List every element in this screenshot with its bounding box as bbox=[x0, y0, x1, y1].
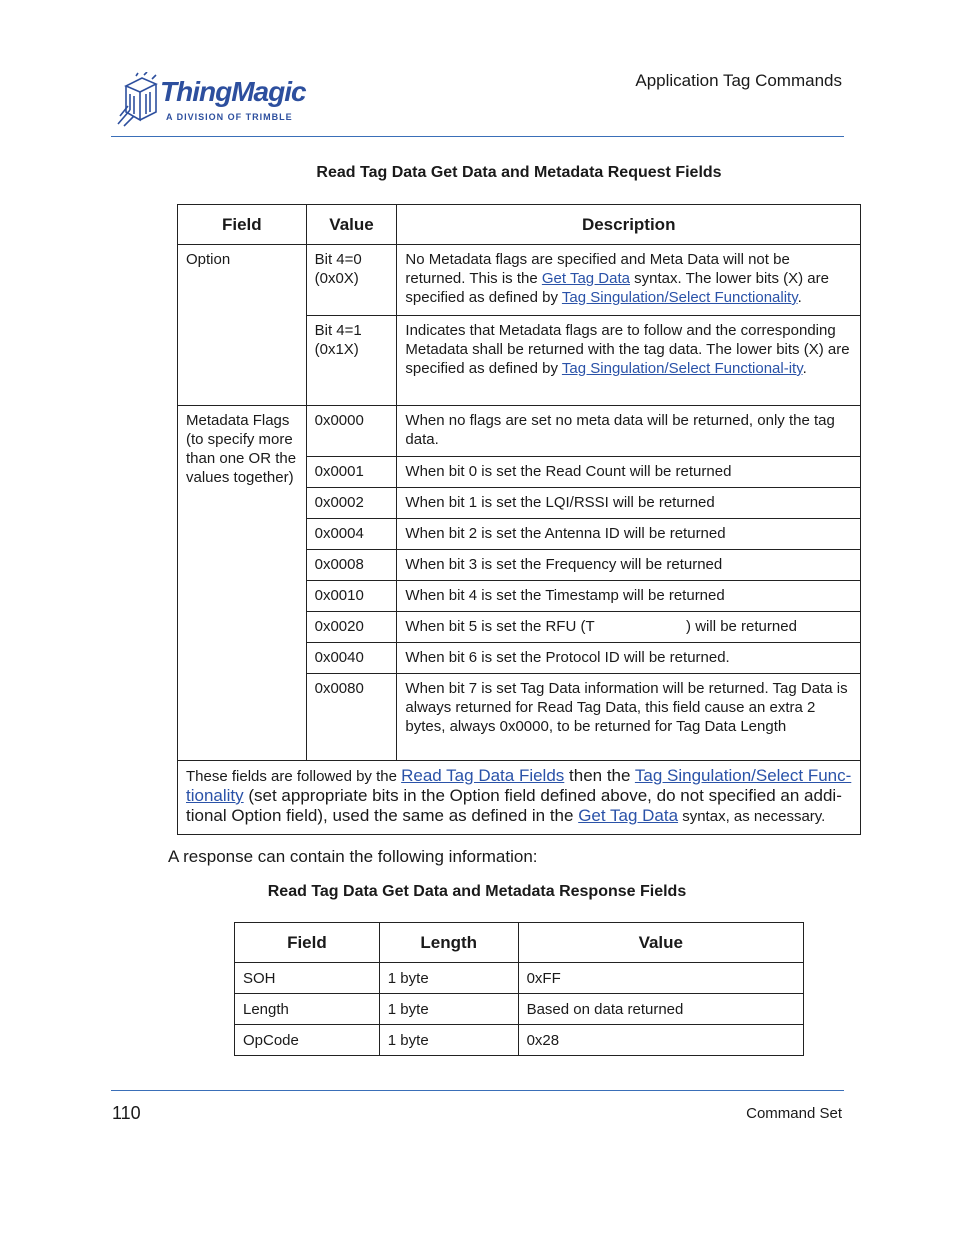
brand-name: ThingMagic bbox=[160, 76, 306, 107]
footer-rule bbox=[111, 1090, 844, 1091]
value-cell: Bit 4=0 (0x0X) bbox=[306, 245, 397, 316]
description-text: No Metadata flags are specified and Meta Data will not be returned. This is the bbox=[405, 251, 790, 287]
tag-singulation-link[interactable]: Tag Singulation/Select Func-tionality bbox=[186, 766, 852, 805]
value-cell: 0x0010 bbox=[306, 581, 397, 612]
value-cell: 0x0080 bbox=[306, 674, 397, 761]
value-cell: 0x28 bbox=[518, 1025, 803, 1056]
description-cell bbox=[397, 245, 861, 316]
table-footer-row bbox=[178, 761, 861, 835]
description-cell: When bit 3 is set the Frequency will be returned bbox=[397, 550, 861, 581]
description-cell: When no flags are set no meta data will be returned, only the tag data. bbox=[397, 406, 861, 457]
description-cell: When bit 0 is set the Read Count will be returned bbox=[397, 457, 861, 488]
get-tag-data-link[interactable]: Get Tag Data bbox=[578, 806, 679, 825]
response-table-caption: Read Tag Data Get Data and Metadata Response Fields bbox=[267, 883, 687, 900]
length-cell: 1 byte bbox=[379, 994, 518, 1025]
option-field-cell: Option bbox=[178, 245, 307, 406]
column-header-field: Field bbox=[235, 923, 380, 963]
column-header-length: Length bbox=[379, 923, 518, 963]
description-text: syntax. The lower bits (X) are specified as defined by bbox=[405, 270, 829, 306]
table-row bbox=[178, 245, 861, 316]
value-cell: 0x0002 bbox=[306, 488, 397, 519]
brand-subtitle: A DIVISION OF TRIMBLE bbox=[166, 112, 293, 122]
footnote-text: These fields are followed by the bbox=[186, 768, 402, 785]
footer-section: Command Set bbox=[746, 1105, 842, 1122]
table-row bbox=[235, 994, 804, 1025]
description-cell: When bit 2 is set the Antenna ID will be returned bbox=[397, 519, 861, 550]
value-cell: 0x0001 bbox=[306, 457, 397, 488]
value-cell: 0x0004 bbox=[306, 519, 397, 550]
table-row bbox=[235, 963, 804, 994]
value-cell: 0x0040 bbox=[306, 643, 397, 674]
description-cell: When bit 6 is set the Protocol ID will be returned. bbox=[397, 643, 861, 674]
description-text: Indicates that Metadata flags are to follow and the corresponding Metadata shall be returned with the tag data. The lower bits (X) are specified as defined by bbox=[405, 322, 850, 377]
value-cell: 0x0000 bbox=[306, 406, 397, 457]
get-tag-data-link[interactable]: Get Tag Data bbox=[541, 270, 630, 287]
table-header-row bbox=[178, 205, 861, 245]
description-cell: When bit 4 is set the Timestamp will be returned bbox=[397, 581, 861, 612]
section-title: Application Tag Commands bbox=[635, 71, 842, 90]
description-cell: When bit 1 is set the LQI/RSSI will be returned bbox=[397, 488, 861, 519]
description-text: . bbox=[802, 360, 807, 377]
table-row bbox=[235, 1025, 804, 1056]
read-tag-data-fields-link[interactable]: Read Tag Data Fields bbox=[401, 766, 565, 785]
cube-logo-icon bbox=[116, 72, 162, 128]
footnote-text: (set appropriate bits in the Option field defined above, do not specified an addi-tional Option field), used the same as defined in the bbox=[186, 786, 842, 825]
header-rule bbox=[111, 136, 844, 137]
column-header-field: Field bbox=[178, 205, 307, 245]
request-fields-table bbox=[177, 204, 861, 835]
brand-logo bbox=[116, 72, 316, 128]
value-cell: 0x0008 bbox=[306, 550, 397, 581]
value-cell: Based on data returned bbox=[518, 994, 803, 1025]
value-cell: Bit 4=1 (0x1X) bbox=[306, 316, 397, 406]
metadata-flags-field-cell: Metadata Flags (to specify more than one OR the values together) bbox=[178, 406, 307, 761]
footnote-text: syntax, as necessary. bbox=[678, 808, 826, 825]
footnote-text: then the bbox=[564, 766, 635, 785]
column-header-description: Description bbox=[397, 205, 861, 245]
description-cell: When bit 5 is set the RFU (T ) will be returned bbox=[397, 612, 861, 643]
response-fields-table bbox=[234, 922, 804, 1056]
table-footnote-cell bbox=[178, 761, 861, 835]
value-cell: 0x0020 bbox=[306, 612, 397, 643]
tag-singulation-link[interactable]: Tag Singulation/Select Functionality bbox=[561, 289, 798, 306]
description-cell: When bit 7 is set Tag Data information will be returned. Tag Data is always returned for Read Tag Data, this field cause an extra 2 bytes, always 0x0000, to be returned for Tag Data Length bbox=[397, 674, 861, 761]
tag-singulation-link[interactable]: Tag Singulation/Select Functional-ity bbox=[561, 360, 803, 377]
table-header-row bbox=[235, 923, 804, 963]
description-text: . bbox=[797, 289, 802, 306]
length-cell: 1 byte bbox=[379, 1025, 518, 1056]
description-cell bbox=[397, 316, 861, 406]
column-header-value: Value bbox=[518, 923, 803, 963]
field-cell: SOH bbox=[235, 963, 380, 994]
column-header-value: Value bbox=[306, 205, 397, 245]
response-intro: A response can contain the following information: bbox=[168, 847, 538, 866]
page-number: 110 bbox=[112, 1103, 141, 1123]
field-cell: OpCode bbox=[235, 1025, 380, 1056]
table-row bbox=[178, 406, 861, 457]
length-cell: 1 byte bbox=[379, 963, 518, 994]
field-cell: Length bbox=[235, 994, 380, 1025]
request-table-caption: Read Tag Data Get Data and Metadata Request Fields bbox=[316, 164, 722, 181]
value-cell: 0xFF bbox=[518, 963, 803, 994]
